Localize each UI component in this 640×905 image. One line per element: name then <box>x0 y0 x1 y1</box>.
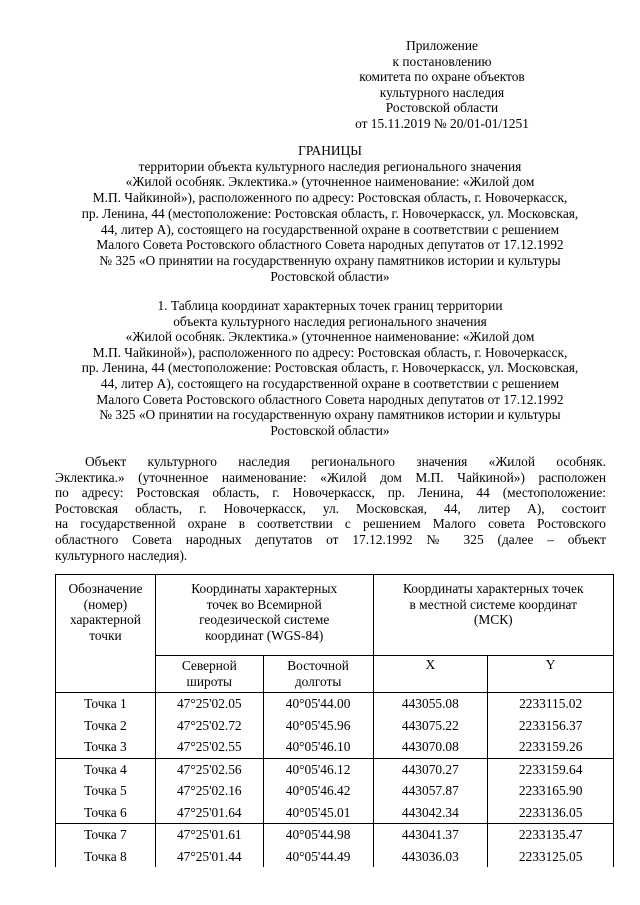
appendix-line: Приложение <box>406 38 478 53</box>
caption-line: 44, литер А), состоящего на государственной охране в соответствии с решением <box>100 375 560 391</box>
table-row <box>56 758 614 780</box>
title-block <box>60 143 600 284</box>
point-name: Точка 1 <box>56 693 156 715</box>
x-cell: 443036.03 <box>373 846 488 868</box>
y-cell: 2233125.05 <box>488 846 614 868</box>
y-cell: 2233115.02 <box>488 693 614 715</box>
latitude-cell: 47°25'02.16 <box>155 780 263 802</box>
header-y: Y <box>488 656 614 693</box>
table-row <box>56 736 614 758</box>
table-caption <box>55 298 605 438</box>
header-msk: Координаты характерных точек в местной системе координат (МСК) <box>373 575 614 656</box>
point-name: Точка 3 <box>56 736 156 758</box>
latitude-cell: 47°25'01.61 <box>155 824 263 846</box>
y-cell: 2233159.26 <box>488 736 614 758</box>
header-wgs: Координаты характерных точек во Всемирной геодезической системе координат (WGS-84) <box>155 575 373 656</box>
title-line: «Жилой особняк. Эклектика.» (уточненное наименование: «Жилой дом <box>125 174 535 190</box>
longitude-cell: 40°05'45.01 <box>263 802 373 824</box>
table-row <box>56 802 614 824</box>
title-line: М.П. Чайкиной»), расположенного по адресу: Ростовская область, г. Новочеркасск, <box>92 190 568 206</box>
title-line: 44, литер А), состоящего на государственной охране в соответствии с решением <box>100 221 560 237</box>
table-row <box>56 780 614 802</box>
latitude-cell: 47°25'01.64 <box>155 802 263 824</box>
y-cell: 2233136.05 <box>488 802 614 824</box>
title-line: Малого Совета Ростовского областного Совета народных депутатов от 17.12.1992 <box>96 237 564 253</box>
caption-line: пр. Ленина, 44 (местоположение: Ростовская область, г. Новочеркасск, ул. Московская, <box>81 360 579 376</box>
y-cell: 2233159.64 <box>488 758 614 780</box>
appendix-line: комитета по охране объектов <box>359 69 525 85</box>
paragraph-line: Эклектика.» (уточненное наименование: «Жилой дом М.П. Чайкиной») расположен <box>55 469 606 485</box>
paragraph-line: на государственной охране в соответствии с решением Малого совета Ростовского <box>55 516 606 532</box>
longitude-cell: 40°05'46.10 <box>263 736 373 758</box>
point-name: Точка 6 <box>56 802 156 824</box>
header-north-latitude: Северной широты <box>155 656 263 693</box>
point-name: Точка 8 <box>56 846 156 868</box>
longitude-cell: 40°05'46.42 <box>263 780 373 802</box>
longitude-cell: 40°05'44.49 <box>263 846 373 868</box>
header-east-longitude: Восточной долготы <box>263 656 373 693</box>
appendix-block <box>312 38 572 132</box>
caption-line: № 325 «О принятии на государственную охрану памятников истории и культуры <box>99 407 561 423</box>
latitude-cell: 47°25'01.44 <box>155 846 263 868</box>
caption-line: «Жилой особняк. Эклектика.» (уточненное наименование: «Жилой дом <box>125 329 535 345</box>
paragraph-line: областного Совета народных депутатов от 17.12.1992 № 325 (далее – объект <box>55 531 606 547</box>
x-cell: 443070.27 <box>373 758 488 780</box>
table-row <box>56 824 614 846</box>
paragraph-line: культурного наследия). <box>55 547 188 563</box>
table-row <box>56 846 614 868</box>
caption-line: Малого Совета Ростовского областного Совета народных депутатов от 17.12.1992 <box>96 391 564 407</box>
paragraph-line: Ростовская область, г. Новочеркасск, ул. Московская, 44, литер А), состоит <box>55 500 606 516</box>
header-designation: Обозначение (номер) характерной точки <box>56 575 156 693</box>
header-x: X <box>373 656 488 693</box>
y-cell: 2233165.90 <box>488 780 614 802</box>
latitude-cell: 47°25'02.72 <box>155 715 263 737</box>
coordinates-table <box>55 574 614 867</box>
paragraph-line: Объект культурного наследия регионального значения «Жилой особняк. <box>85 454 606 469</box>
document-heading: ГРАНИЦЫ <box>298 143 362 158</box>
point-name: Точка 4 <box>56 758 156 780</box>
caption-line: объекта культурного наследия регионального значения <box>173 313 487 329</box>
latitude-cell: 47°25'02.56 <box>155 758 263 780</box>
caption-line: 1. Таблица координат характерных точек границ территории <box>157 298 503 313</box>
appendix-line: культурного наследия <box>379 84 505 100</box>
latitude-cell: 47°25'02.55 <box>155 736 263 758</box>
caption-line: Ростовской области» <box>270 422 390 438</box>
x-cell: 443055.08 <box>373 693 488 715</box>
appendix-line: от 15.11.2019 № 20/01-01/1251 <box>355 115 529 131</box>
longitude-cell: 40°05'46.12 <box>263 758 373 780</box>
x-cell: 443070.08 <box>373 736 488 758</box>
appendix-line: Ростовской области <box>385 100 499 116</box>
caption-line: М.П. Чайкиной»), расположенного по адресу: Ростовская область, г. Новочеркасск, <box>92 344 568 360</box>
y-cell: 2233156.37 <box>488 715 614 737</box>
longitude-cell: 40°05'44.00 <box>263 693 373 715</box>
body-paragraph <box>55 454 606 563</box>
table-row <box>56 693 614 715</box>
longitude-cell: 40°05'45.96 <box>263 715 373 737</box>
appendix-line: к постановлению <box>392 53 492 69</box>
paragraph-line: по адресу: Ростовская область, г. Новочеркасск, пр. Ленина, 44 (местоположение: <box>55 485 606 501</box>
longitude-cell: 40°05'44.98 <box>263 824 373 846</box>
point-name: Точка 5 <box>56 780 156 802</box>
x-cell: 443075.22 <box>373 715 488 737</box>
point-name: Точка 2 <box>56 715 156 737</box>
latitude-cell: 47°25'02.05 <box>155 693 263 715</box>
title-line: территории объекта культурного наследия регионального значения <box>138 158 522 174</box>
title-line: пр. Ленина, 44 (местоположение: Ростовская область, г. Новочеркасск, ул. Московская, <box>81 205 579 221</box>
x-cell: 443041.37 <box>373 824 488 846</box>
x-cell: 443042.34 <box>373 802 488 824</box>
y-cell: 2233135.47 <box>488 824 614 846</box>
title-line: Ростовской области» <box>270 268 390 284</box>
x-cell: 443057.87 <box>373 780 488 802</box>
title-line: № 325 «О принятии на государственную охрану памятников истории и культуры <box>99 252 561 268</box>
point-name: Точка 7 <box>56 824 156 846</box>
table-row <box>56 715 614 737</box>
